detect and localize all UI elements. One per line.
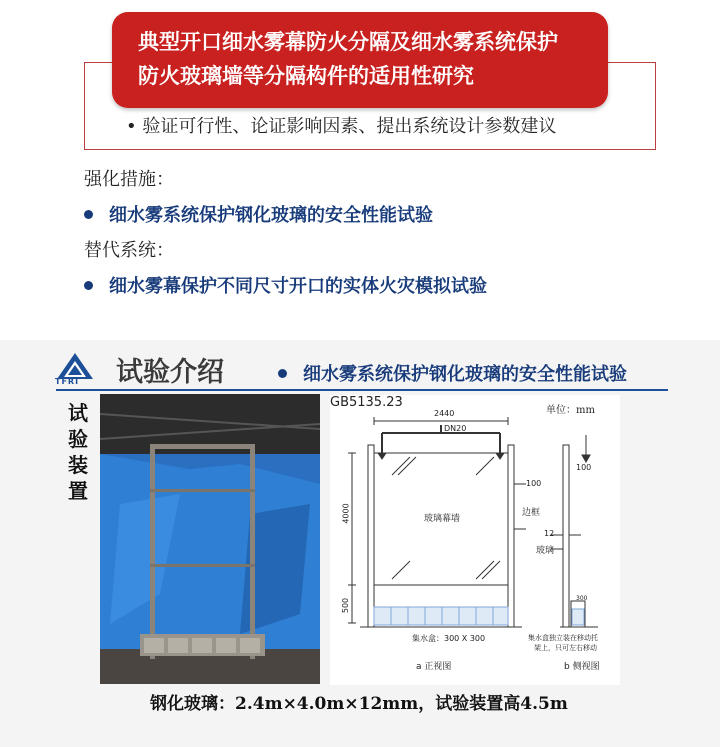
side-note-1: 集水盒独立装在移动托 bbox=[528, 634, 598, 642]
dim-12: 12 bbox=[544, 529, 555, 538]
section-label-2: 替代系统： bbox=[84, 240, 174, 261]
front-view-caption: a 正视图 bbox=[416, 662, 452, 672]
dim-small: 300 bbox=[576, 595, 588, 602]
test-rig-photo bbox=[100, 394, 320, 684]
dim-height: 4000 bbox=[341, 503, 351, 524]
dim-width: 2440 bbox=[434, 409, 455, 418]
section-item-2 bbox=[84, 272, 487, 298]
bullet-dot-icon bbox=[84, 281, 93, 290]
pipe-label: DN20 bbox=[444, 424, 467, 433]
section-item-2-text: 细水雾幕保护不同尺寸开口的实体火灾模拟试验 bbox=[109, 276, 487, 297]
bullet-dot-icon bbox=[278, 369, 287, 378]
side-label bbox=[66, 400, 90, 504]
title-banner bbox=[112, 12, 608, 108]
standard-label: GB5135.23 bbox=[330, 395, 403, 410]
logo-text: TFRI bbox=[55, 377, 80, 386]
dim-100-side: 100 bbox=[576, 463, 592, 472]
box-label: 集水盒：300 X 300 bbox=[412, 634, 486, 643]
side-char: 置 bbox=[68, 479, 88, 503]
header-rule bbox=[56, 389, 668, 391]
glass-spec-caption: 钢化玻璃：2.4m×4.0m×12mm，试验装置高4.5m bbox=[150, 694, 568, 714]
section-right-text: 细水雾系统保护钢化玻璃的安全性能试验 bbox=[303, 364, 627, 385]
dim-box-height: 500 bbox=[341, 597, 351, 614]
tfri-logo-icon bbox=[56, 352, 94, 380]
side-char: 试 bbox=[68, 401, 88, 425]
dim-100-front: 100 bbox=[526, 479, 542, 488]
bullet-dot-icon bbox=[84, 210, 93, 219]
frame-label: 边框 bbox=[522, 508, 541, 518]
side-view-caption: b 侧视图 bbox=[564, 662, 600, 672]
schematic-drawing bbox=[330, 395, 620, 685]
section-right-title bbox=[278, 360, 627, 386]
unit-label: 单位：mm bbox=[546, 405, 595, 416]
subtitle: • 验证可行性、论证影响因素、提出系统设计参数建议 bbox=[126, 116, 557, 137]
glass-label: 玻璃 bbox=[536, 546, 555, 556]
glass-wall-label: 玻璃幕墙 bbox=[424, 514, 461, 524]
side-note-2: 架上，只可左右移动 bbox=[534, 644, 597, 652]
section-item-1-text: 细水雾系统保护钢化玻璃的安全性能试验 bbox=[109, 205, 433, 226]
section-label-1: 强化措施： bbox=[84, 169, 174, 190]
banner-line-1: 典型开口细水雾幕防火分隔及细水雾系统保护 bbox=[138, 29, 558, 54]
side-char: 验 bbox=[68, 427, 88, 451]
section-item-1 bbox=[84, 201, 433, 227]
section-title: 试验介绍 bbox=[116, 357, 224, 388]
banner-line-2: 防火玻璃墙等分隔构件的适用性研究 bbox=[138, 63, 474, 88]
side-char: 装 bbox=[68, 453, 88, 477]
